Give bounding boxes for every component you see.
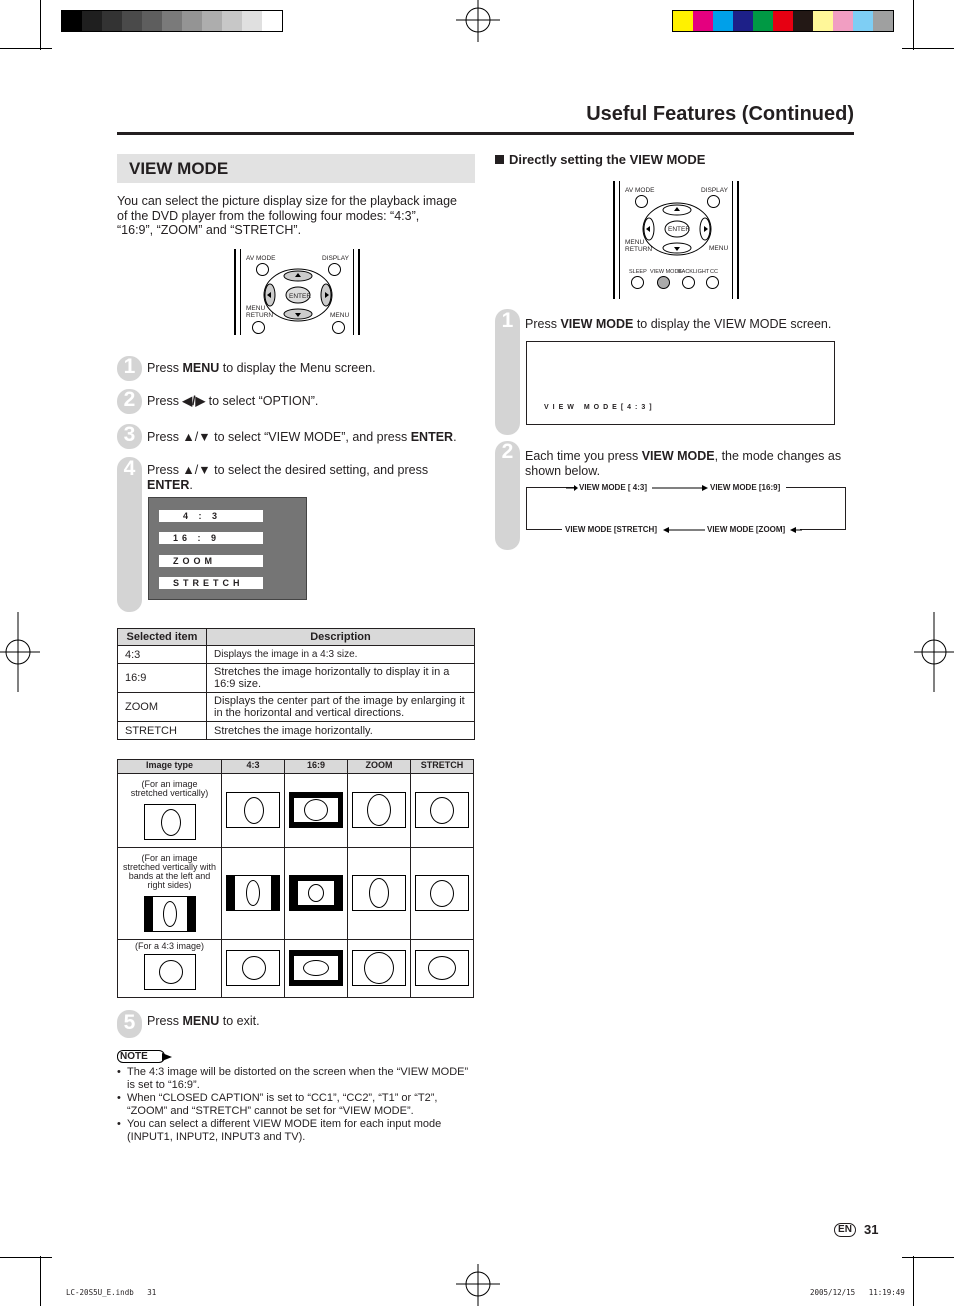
arrow-left-icon	[790, 526, 802, 534]
note-list	[117, 1066, 477, 1144]
table-cell: STRETCH	[118, 722, 207, 740]
registration-mark	[914, 612, 954, 692]
col-header: ZOOM	[348, 760, 411, 774]
osd-item-4-3: 4 : 3	[159, 510, 263, 522]
table-cell: 16:9	[118, 664, 207, 693]
print-file-name: LC-20S5U_E.indb 31	[66, 1288, 157, 1297]
table-row	[118, 664, 475, 693]
arrow-left-icon	[663, 526, 705, 534]
note-item: • The 4:3 image will be distorted on the screen when the “VIEW MODE” is set to “16:9”.	[117, 1066, 477, 1092]
crop-mark	[913, 1256, 914, 1306]
osd-item-16-9: 16 : 9	[159, 532, 263, 544]
color-swatch	[62, 11, 82, 31]
color-swatch	[753, 11, 773, 31]
step-number: 1	[501, 309, 514, 332]
registration-mark	[0, 612, 40, 692]
table-row	[118, 722, 475, 740]
mode-cycle-diagram	[526, 487, 846, 530]
color-swatch	[202, 11, 222, 31]
cc-label: CC	[710, 269, 718, 275]
color-swatch	[142, 11, 162, 31]
step-text: Press ▲/▼ to select “VIEW MODE”, and press ENTER.	[147, 430, 457, 444]
step-text: Press VIEW MODE to display the VIEW MODE screen.	[525, 317, 832, 331]
color-swatch	[102, 11, 122, 31]
registration-mark	[456, 1264, 500, 1306]
cycle-bottom-left-rule	[526, 529, 562, 530]
image-type-table	[117, 759, 474, 998]
backlight-label: BACKLIGHT	[678, 269, 710, 275]
sleep-label: SLEEP	[629, 269, 647, 275]
step-number: 3	[123, 423, 136, 446]
color-swatch	[162, 11, 182, 31]
table-cell: Displays the image in a 4:3 size.	[207, 646, 475, 664]
step-text: Press ◀/▶ to select “OPTION”.	[147, 394, 319, 408]
col-header: 16:9	[285, 760, 348, 774]
table-row	[118, 693, 475, 722]
step-text: Press MENU to exit.	[147, 1014, 260, 1028]
col-header: Image type	[118, 760, 222, 774]
crop-mark	[40, 0, 41, 50]
color-swatch	[853, 11, 873, 31]
color-swatch	[773, 11, 793, 31]
result-thumb	[289, 950, 343, 986]
result-thumb	[226, 875, 280, 911]
av-mode-label: AV MODE	[246, 255, 276, 262]
menu-label: MENU	[709, 245, 729, 252]
step-text: Each time you press VIEW MODE, the mode changes as shown below.	[525, 449, 842, 478]
source-thumb	[144, 896, 196, 932]
color-swatch	[222, 11, 242, 31]
menu-button	[332, 321, 345, 334]
menu-osd-screen	[148, 497, 307, 600]
step-number: 2	[123, 388, 136, 411]
color-swatch	[262, 11, 282, 31]
osd-item-zoom: ZOOM	[159, 555, 263, 567]
return-button	[252, 321, 265, 334]
arrow-right-icon	[652, 484, 708, 492]
subsection-heading: Directly setting the VIEW MODE	[495, 152, 705, 167]
print-timestamp: 2005/12/15 11:19:49	[810, 1288, 905, 1297]
color-swatch	[122, 11, 142, 31]
source-thumb	[144, 954, 196, 990]
col-header: STRETCH	[411, 760, 474, 774]
color-swatch	[693, 11, 713, 31]
menu-return-label: MENU RETURN	[246, 305, 274, 319]
table-row	[118, 774, 474, 848]
table-cell: Stretches the image horizontally.	[207, 722, 475, 740]
col-header: Description	[207, 629, 475, 646]
col-header: 4:3	[222, 760, 285, 774]
cycle-bottom-right-rule	[800, 529, 846, 530]
remote-illustration	[613, 181, 739, 299]
result-thumb	[226, 950, 280, 986]
color-swatch	[673, 11, 693, 31]
view-mode-osd-text: VIEW MODE[4:3]	[544, 404, 656, 411]
result-thumb	[289, 875, 343, 911]
grayscale-color-bar	[61, 10, 283, 32]
title-rule	[117, 132, 854, 135]
source-thumb	[144, 804, 196, 840]
crop-mark	[0, 1257, 52, 1258]
crop-mark	[40, 1256, 41, 1306]
intro-paragraph: You can select the picture display size for the playback image of the DVD player from the following four modes: “4:3”, “16:9”, “ZOOM” and “STRETCH”.	[117, 194, 458, 237]
arrow-right-icon	[162, 1052, 174, 1062]
cycle-top-right-rule	[786, 487, 846, 488]
cc-button	[706, 276, 719, 289]
row-caption: (For an image stretched vertically)	[130, 779, 209, 798]
color-swatch	[182, 11, 202, 31]
table-cell: Stretches the image horizontally to display it in a 16:9 size.	[207, 664, 475, 693]
cycle-item-stretch: VIEW MODE [STRETCH]	[565, 525, 657, 534]
row-caption: (For a 4:3 image)	[134, 941, 205, 951]
row-caption: (For an image stretched vertically with bands at the left and right sides)	[122, 853, 217, 890]
enter-label: ENTER	[668, 226, 691, 233]
registration-mark	[456, 0, 500, 42]
display-label: DISPLAY	[701, 187, 728, 194]
page-title: Useful Features (Continued)	[586, 103, 854, 125]
view-mode-button	[657, 276, 670, 289]
result-thumb	[415, 792, 469, 828]
backlight-button	[682, 276, 695, 289]
menu-return-label: MENU RETURN	[625, 239, 653, 253]
description-table	[117, 628, 475, 740]
crop-mark	[902, 1257, 954, 1258]
color-swatch	[713, 11, 733, 31]
step-text: Press MENU to display the Menu screen.	[147, 361, 376, 375]
result-thumb	[289, 792, 343, 828]
result-thumb	[226, 792, 280, 828]
menu-label: MENU	[330, 312, 350, 319]
color-swatch	[242, 11, 262, 31]
note-item: • When “CLOSED CAPTION” is set to “CC1”, “CC2”, “T1” or “T2”, “ZOOM” and “STRETCH” cannot be set for “VIEW MODE”.	[117, 1092, 477, 1118]
result-thumb	[352, 792, 406, 828]
cycle-item-4-3: VIEW MODE [ 4:3]	[579, 483, 648, 492]
section-title-view-mode: VIEW MODE	[117, 154, 475, 183]
result-thumb	[352, 950, 406, 986]
sleep-button	[631, 276, 644, 289]
view-mode-screen	[526, 341, 835, 425]
crop-mark	[0, 48, 52, 49]
table-cell: 4:3	[118, 646, 207, 664]
step-number: 5	[123, 1011, 136, 1034]
note-badge: NOTE	[117, 1050, 165, 1063]
square-bullet-icon	[495, 155, 504, 164]
color-swatch	[793, 11, 813, 31]
page-number: 31	[864, 1222, 879, 1237]
color-swatch	[733, 11, 753, 31]
result-thumb	[352, 875, 406, 911]
view-mode-label: VIEW MODE	[650, 269, 683, 275]
osd-item-stretch: STRETCH	[159, 577, 263, 589]
crop-mark	[913, 0, 914, 50]
process-color-bar	[672, 10, 894, 32]
step-number: 4	[123, 457, 136, 480]
note-item: • You can select a different VIEW MODE item for each input mode (INPUT1, INPUT2, INPUT3 and TV).	[117, 1118, 477, 1144]
cycle-item-16-9: VIEW MODE [16:9]	[710, 483, 781, 492]
enter-label: ENTER	[289, 293, 312, 300]
table-row	[118, 848, 474, 940]
step-text: Press ▲/▼ to select the desired setting, and press ENTER.	[147, 463, 429, 492]
av-mode-label: AV MODE	[625, 187, 655, 194]
color-swatch	[82, 11, 102, 31]
table-row	[118, 646, 475, 664]
color-swatch	[873, 11, 893, 31]
cycle-item-zoom: VIEW MODE [ZOOM]	[707, 525, 786, 534]
remote-illustration	[234, 249, 360, 335]
step-number: 2	[501, 440, 514, 463]
color-swatch	[833, 11, 853, 31]
table-row	[118, 940, 474, 998]
step-number: 1	[123, 355, 136, 378]
display-label: DISPLAY	[322, 255, 349, 262]
crop-mark	[902, 48, 954, 49]
table-cell: Displays the center part of the image by enlarging it in the horizontal and vertical directions.	[207, 693, 475, 722]
col-header: Selected item	[118, 629, 207, 646]
arrow-right-icon	[566, 484, 578, 492]
result-thumb	[415, 875, 469, 911]
language-badge: EN	[834, 1223, 856, 1237]
result-thumb	[415, 950, 469, 986]
color-swatch	[813, 11, 833, 31]
table-cell: ZOOM	[118, 693, 207, 722]
